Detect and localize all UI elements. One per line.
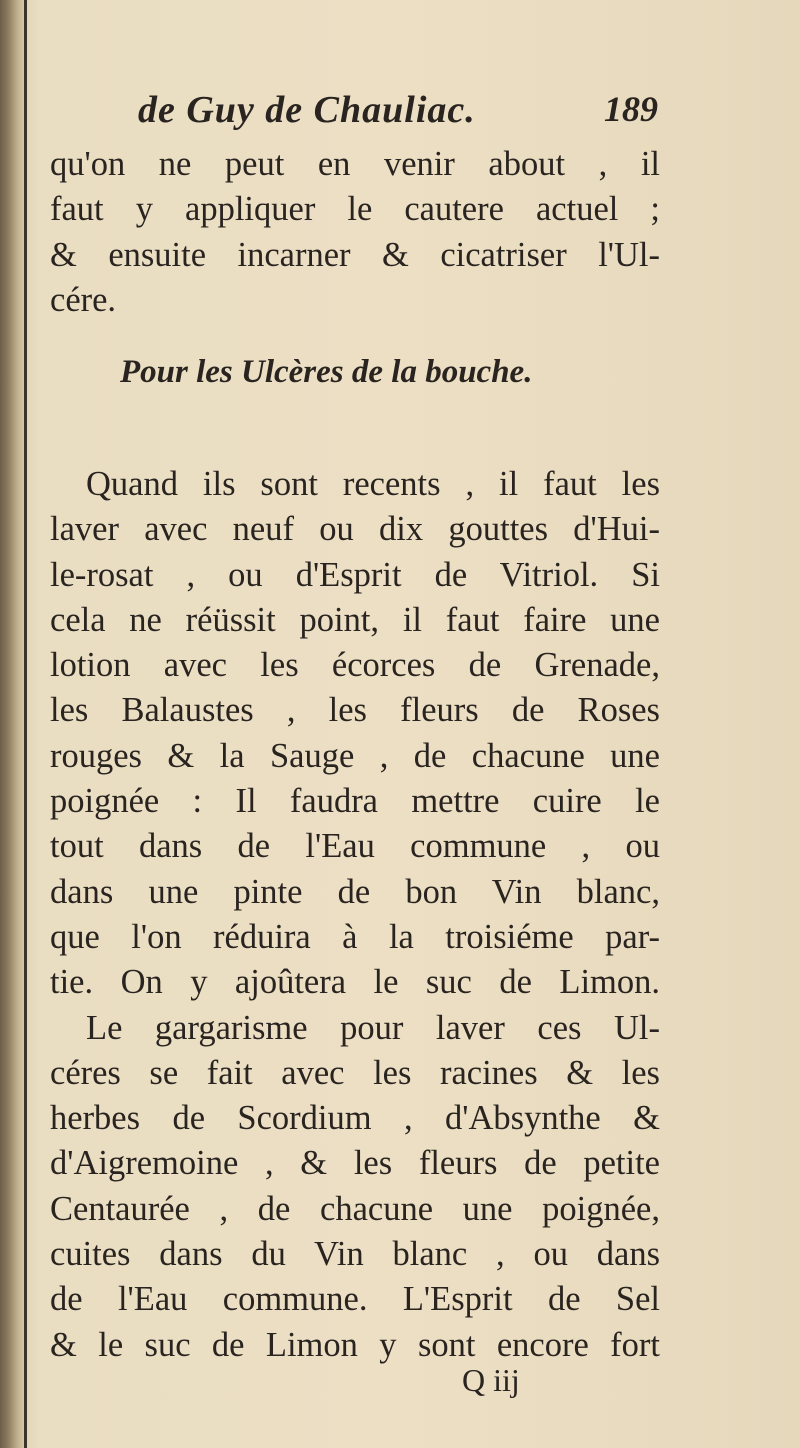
page-edge-rule <box>24 0 27 1448</box>
text-line: que l'on réduira à la troisiéme par- <box>50 917 660 956</box>
text-line: herbes de Scordium , d'Absynthe & <box>50 1099 660 1138</box>
text-line: cuites dans du Vin blanc , ou dans <box>50 1235 660 1274</box>
text-line: Centaurée , de chacune une poignée, <box>50 1189 660 1228</box>
text-line: dans une pinte de bon Vin blanc, <box>50 872 660 911</box>
text-line: faut y appliquer le cautere actuel ; <box>50 190 660 229</box>
text-line: & le suc de Limon y sont encore fort <box>50 1325 660 1364</box>
text-line: les Balaustes , les fleurs de Roses <box>50 691 660 730</box>
text-line: lotion avec les écorces de Grenade, <box>50 646 660 685</box>
text-line: cére. <box>50 280 117 319</box>
text-line: céres se fait avec les racines & les <box>50 1053 660 1092</box>
text-line: & ensuite incarner & cicatriser l'Ul- <box>50 235 660 274</box>
running-head: de Guy de Chauliac. <box>138 89 476 131</box>
text-line: Le gargarisme pour laver ces Ul- <box>86 1008 660 1047</box>
text-line: poignée : Il faudra mettre cuire le <box>50 782 660 821</box>
text-line: le-rosat , ou d'Esprit de Vitriol. Si <box>50 555 660 594</box>
text-line: rouges & la Sauge , de chacune une <box>50 736 660 775</box>
text-line: tie. On y ajoûtera le suc de Limon. <box>50 963 660 1002</box>
page-header <box>138 88 658 138</box>
section-heading: Pour les Ulcères de la bouche. <box>120 354 533 390</box>
text-line: de l'Eau commune. L'Esprit de Sel <box>50 1280 660 1319</box>
binding-gutter <box>0 0 26 1448</box>
paragraph-1 <box>50 142 660 323</box>
text-line: qu'on ne peut en venir about , il <box>50 145 660 183</box>
page-number: 189 <box>604 89 658 129</box>
text-line: d'Aigremoine , & les fleurs de petite <box>50 1144 660 1183</box>
paragraph-2 <box>50 462 660 1368</box>
text-line: laver avec neuf ou dix gouttes d'Hui- <box>50 510 660 549</box>
text-line: tout dans de l'Eau commune , ou <box>50 827 660 866</box>
text-line: Quand ils sont recents , il faut les <box>86 465 660 503</box>
signature-mark: Q iij <box>462 1362 520 1398</box>
text-line: cela ne réüssit point, il faut faire une <box>50 600 660 639</box>
